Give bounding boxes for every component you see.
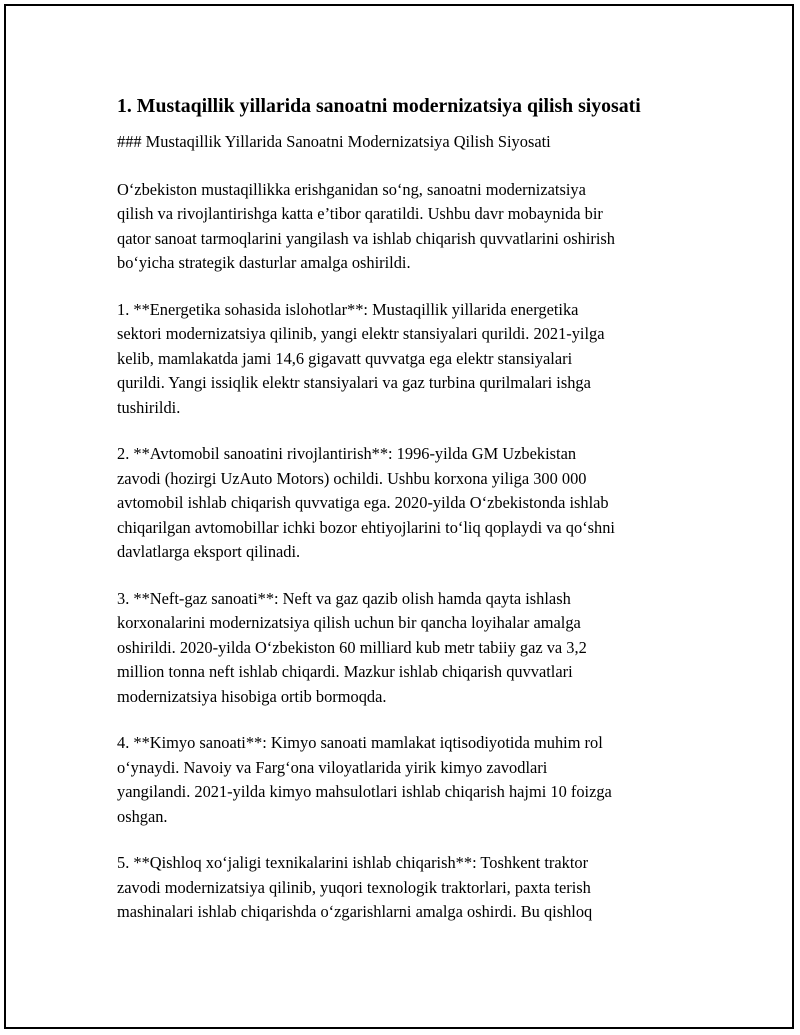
document-body bbox=[117, 93, 685, 925]
paragraph-line: o‘ynaydi. Navoiy va Farg‘ona viloyatlarida yirik kimyo zavodlari bbox=[117, 757, 548, 777]
document-subtitle: ### Mustaqillik Yillarida Sanoatni Modernizatsiya Qilish Siyosati bbox=[117, 132, 551, 151]
automotive-paragraph bbox=[117, 442, 685, 565]
paragraph-line: bo‘yicha strategik dasturlar amalga oshirildi. bbox=[117, 253, 411, 272]
paragraph-line: modernizatsiya hisobiga ortib bormoqda. bbox=[117, 686, 387, 706]
intro-paragraph bbox=[117, 178, 685, 276]
paragraph-line: avtomobil ishlab chiqarish quvvatiga ega. 2020-yilda O‘zbekistonda ishlab bbox=[117, 493, 609, 512]
paragraph-line: 2. **Avtomobil sanoatini rivojlantirish**: 1996-yilda GM Uzbekistan bbox=[117, 444, 577, 463]
paragraph-line: 3. **Neft-gaz sanoati**: Neft va gaz qazib olish hamda qayta ishlash bbox=[117, 588, 571, 608]
paragraph-line: davlatlarga eksport qilinadi. bbox=[117, 542, 301, 561]
paragraph-line: chiqarilgan avtomobillar ichki bozor ehtiyojlarini to‘liq qoplaydi va qo‘shni bbox=[117, 517, 615, 537]
paragraph-line: zavodi modernizatsiya qilinib, yuqori texnologik traktorlari, paxta terish bbox=[117, 877, 591, 897]
paragraph-line: O‘zbekiston mustaqillikka erishganidan so‘ng, sanoatni modernizatsiya bbox=[117, 179, 586, 199]
paragraph-line: korxonalarini modernizatsiya qilish uchun bir qancha loyihalar amalga bbox=[117, 613, 581, 632]
paragraph-line: tushirildi. bbox=[117, 397, 181, 417]
agri-machinery-paragraph bbox=[117, 851, 685, 925]
energy-paragraph bbox=[117, 298, 685, 421]
paragraph-line: oshgan. bbox=[117, 806, 168, 826]
paragraph-line: sektori modernizatsiya qilinib, yangi elektr stansiyalari qurildi. 2021-yilga bbox=[117, 324, 605, 343]
paragraph-line: mashinalari ishlab chiqarishda o‘zgarishlarni amalga oshirdi. Bu qishloq bbox=[117, 902, 593, 921]
paragraph-line: oshirildi. 2020-yilda O‘zbekiston 60 milliard kub metr tabiiy gaz va 3,2 bbox=[117, 637, 587, 657]
chemical-paragraph bbox=[117, 731, 685, 829]
paragraph-line: zavodi (hozirgi UzAuto Motors) ochildi. Ushbu korxona yiliga 300 000 bbox=[117, 468, 587, 488]
paragraph-line: 1. **Energetika sohasida islohotlar**: Mustaqillik yillarida energetika bbox=[117, 299, 579, 319]
paragraph-line: 4. **Kimyo sanoati**: Kimyo sanoati mamlakat iqtisodiyotida muhim rol bbox=[117, 733, 603, 752]
paragraph-line: qator sanoat tarmoqlarini yangilash va ishlab chiqarish quvvatlarini oshirish bbox=[117, 228, 615, 248]
paragraph-line: million tonna neft ishlab chiqardi. Mazkur ishlab chiqarish quvvatlari bbox=[117, 662, 573, 681]
oil-gas-paragraph bbox=[117, 587, 685, 710]
document-title: 1. Mustaqillik yillarida sanoatni modernizatsiya qilish siyosati bbox=[117, 95, 641, 117]
paragraph-line: yangilandi. 2021-yilda kimyo mahsulotlari ishlab chiqarish hajmi 10 foizga bbox=[117, 782, 612, 801]
paragraph-line: kelib, mamlakatda jami 14,6 gigavatt quvvatga ega elektr stansiyalari bbox=[117, 348, 573, 368]
paragraph-line: qurildi. Yangi issiqlik elektr stansiyalari va gaz turbina qurilmalari ishga bbox=[117, 373, 591, 392]
paragraph-line: 5. **Qishloq xo‘jaligi texnikalarini ishlab chiqarish**: Toshkent traktor bbox=[117, 853, 589, 872]
paragraph-line: qilish va rivojlantirishga katta e’tibor qaratildi. Ushbu davr mobaynida bir bbox=[117, 204, 603, 223]
